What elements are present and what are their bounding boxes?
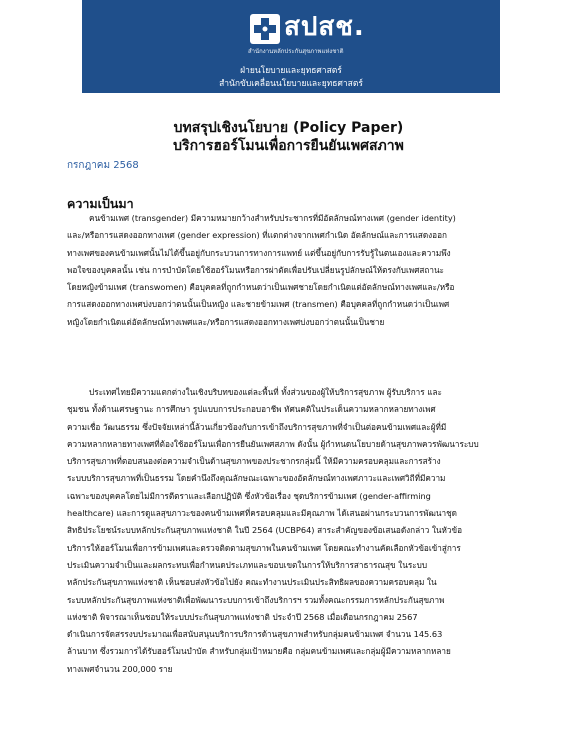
- paragraph-line: คนข้ามเพศ (transgender) มีความหมายกว้างสำหรับประชากรที่มีอัตลักษณ์ทางเพศ (gender identity): [89, 213, 456, 223]
- paragraph-line: ประเทศไทยมีความแตกต่างในเชิงบริบทของแต่ละพื้นที่ ทั้งส่วนของผู้ให้บริการสุขภาพ ผู้รับบริการ และ: [89, 387, 442, 397]
- department-line-1: ฝ่ายนโยบายและยุทธศาสตร์: [240, 66, 342, 76]
- paragraph-line: และ/หรือการแสดงออกทางเพศ (gender expression) ที่แตกต่างจากเพศกำเนิด อัตลักษณ์และการแสดงออก: [67, 230, 447, 241]
- paragraph-line: ชุมชน ทั้งด้านเศรษฐานะ การศึกษา รูปแบบการประกอบอาชีพ ทัศนคติในประเด็นความหลากหลายทางเพศ: [67, 404, 436, 415]
- paragraph-line: แห่งชาติ พิจารณาเห็นชอบให้ระบบประกันสุขภาพแห่งชาติ ประจำปี 2568 เมื่อเดือนกรกฎาคม 2567: [67, 611, 418, 622]
- paragraph-line: healthcare) และการดูแลสุขภาวะของคนข้ามเพศที่ครอบคลุมและมีคุณภาพ ได้เสนอผ่านกระบวนการพัฒนาชุด: [67, 508, 457, 519]
- nhso-logo: [250, 10, 370, 56]
- logo-subtitle: สำนักงานหลักประกันสุขภาพแห่งชาติ: [248, 48, 344, 55]
- medical-cross-icon: [250, 14, 280, 44]
- paragraph-line: ทางเพศจำนวน 200,000 ราย: [67, 663, 173, 674]
- paragraph-line: หญิงโดยกำเนิดแต่อัตลักษณ์ทางเพศและ/หรือการแสดงออกทางเพศบ่งบอกว่าตนนั้นเป็นชาย: [67, 316, 385, 327]
- section-heading-background: ความเป็นมา: [67, 196, 134, 211]
- paragraph-line: โดยหญิงข้ามเพศ (transwomen) คือบุคคลที่ถูกกำหนดว่าเป็นเพศชายโดยกำเนิดแต่อัตลักษณ์ทางเพศและ/หรือ: [67, 282, 455, 293]
- paragraph-line: ระบบหลักประกันสุขภาพแห่งชาติเพื่อพัฒนาระบบการเข้าถึงบริการฯ รวมทั้งคณะกรรมการหลักประกันสุขภาพ: [67, 594, 445, 605]
- paragraph-line: การแสดงออกทางเพศบ่งบอกว่าตนนั้นเป็นหญิง และชายข้ามเพศ (transmen) คือบุคคลที่ถูกกำหนดว่าเป็นเพศ: [67, 299, 450, 310]
- paragraph-line: ล้านบาท ซึ่งรวมการได้รับฮอร์โมนบำบัด สำหรับกลุ่มเป้าหมายคือ กลุ่มคนข้ามเพศและกลุ่มผู้มีความหลากหลาย: [67, 646, 451, 657]
- paragraph-line: ความหลากหลายทางเพศที่ต้องใช้ฮอร์โมนเพื่อการยืนยันเพศสภาพ ดังนั้น ผู้กำหนดนโยบายด้านสุขภาพควรพัฒนาระบบ: [67, 438, 479, 449]
- paragraph-line: ระบบบริการสุขภาพที่เป็นธรรม โดยคำนึงถึงคุณลักษณะเฉพาะของอัตลักษณ์ทางเพศภาวะและเพศวิถีที่มีความ: [67, 473, 446, 484]
- paragraph-2: [67, 384, 529, 678]
- paragraph-line: หลักประกันสุขภาพแห่งชาติ เห็นชอบส่งหัวข้อไปยัง คณะทำงานประเมินประสิทธิผลของความครอบคลุม ใน: [67, 577, 437, 588]
- publication-date: กรกฎาคม 2568: [67, 160, 139, 171]
- header-banner: [82, 0, 500, 93]
- paragraph-line: บริการให้ฮอร์โมนเพื่อการข้ามเพศและตรวจติดตามสุขภาพในคนข้ามเพศ โดยคณะทำงานคัดเลือกหัวข้อเข้าสู่การ: [67, 542, 461, 553]
- paragraph-line: พอใจของบุคคลนั้น เช่น การบำบัดโดยใช้ฮอร์โมนหรือการผ่าตัดเพื่อปรับเปลี่ยนรูปลักษณ์ให้ตรงกับเพศสถานะ: [67, 264, 444, 275]
- paragraph-line: ทางเพศของคนข้ามเพศนั้นไม่ได้ขึ้นอยู่กับกระบวนการทางการแพทย์ แต่ขึ้นอยู่กับการรับรู้ในตนเองและความพึง: [67, 247, 451, 258]
- document-title-line-2: บริการฮอร์โมนเพื่อการยืนยันเพศสภาพ: [173, 138, 404, 154]
- paragraph-line: ความเชื่อ วัฒนธรรม ซึ่งปัจจัยเหล่านี้ล้วนเกี่ยวข้องกับการเข้าถึงบริการสุขภาพที่จำเป็นต่อคนข้ามเพศและผู้ที่มี: [67, 421, 447, 432]
- department-line-2: สำนักขับเคลื่อนนโยบายและยุทธศาสตร์: [219, 79, 363, 89]
- paragraph-line: ดำเนินการจัดสรรงบประมาณเพื่อสนับสนุนบริการบริการด้านสุขภาพสำหรับกลุ่มคนข้ามเพศ จำนวน 145.63: [67, 629, 443, 640]
- document-title-line-1: บทสรุปเชิงนโยบาย (Policy Paper): [173, 120, 404, 136]
- paragraph-1: [67, 210, 529, 331]
- paragraph-line: เฉพาะของบุคคลโดยไม่มีการตีตราและเลือกปฏิบัติ ซึ่งหัวข้อเรื่อง ชุดบริการข้ามเพศ (gender-affirming: [67, 490, 431, 501]
- logo-text: สปสช.: [284, 12, 365, 42]
- paragraph-line: บริการสุขภาพที่ตอบสนองต่อความจำเป็นด้านสุขภาพของประชากรกลุ่มนี้ ให้มีความครอบคลุมและการสร้าง: [67, 456, 441, 467]
- paragraph-line: ประเมินความจำเป็นและผลกระทบเพื่อกำหนดประเภทและขอบเขตในการให้บริการสาธารณสุข ในระบบ: [67, 559, 428, 570]
- paragraph-line: สิทธิประโยชน์ระบบหลักประกันสุขภาพแห่งชาติ ในปี 2564 (UCBP64) สาระสำคัญของข้อเสนอดังกล่าว ในหัวข้อ: [67, 525, 463, 536]
